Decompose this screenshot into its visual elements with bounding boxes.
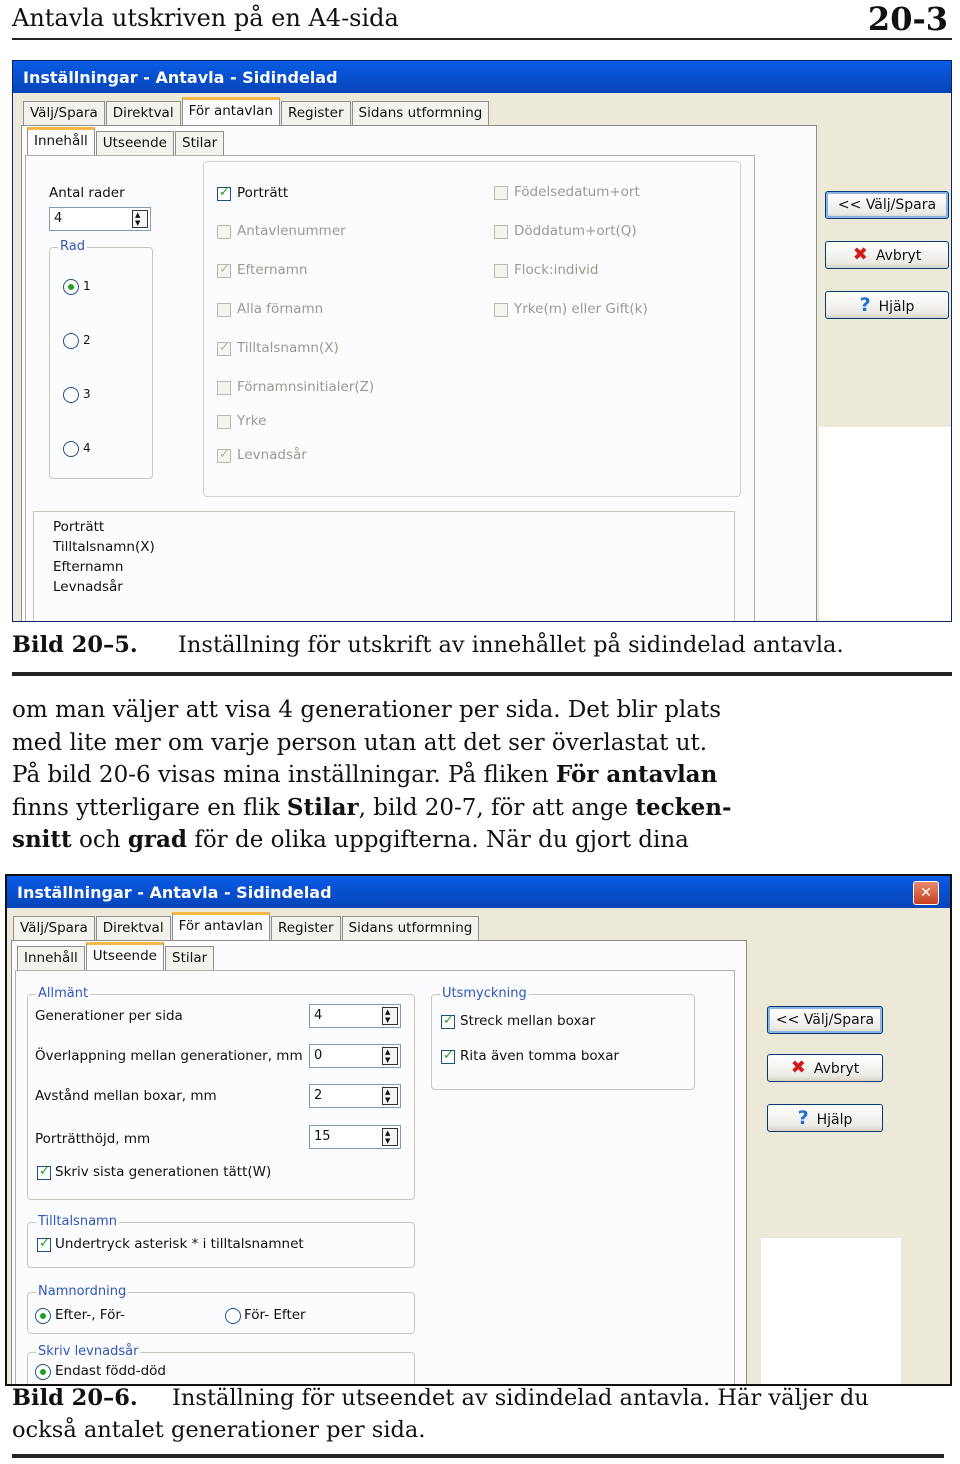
checkbox-alla-fornamn[interactable] xyxy=(217,303,231,317)
dialog-titlebar: Inställningar - Antavla - Sidindelad xyxy=(13,61,951,93)
body-bold-term: snitt xyxy=(12,826,72,853)
avstand-value: 2 xyxy=(314,1088,323,1103)
close-x-icon: ✖ xyxy=(790,1057,806,1078)
allmant-legend: Allmänt xyxy=(38,986,89,1001)
body-bold-term: grad xyxy=(127,826,188,853)
body-paragraph xyxy=(12,694,778,857)
subtab-innehall[interactable]: Innehåll xyxy=(17,946,85,970)
label-efternamn: Efternamn xyxy=(237,262,308,278)
sub-tabs xyxy=(17,946,215,970)
label-skriv-sista: Skriv sista generationen tätt(W) xyxy=(55,1164,272,1180)
tab-for-antavlan[interactable]: För antavlan xyxy=(172,912,270,940)
tab-direktval[interactable]: Direktval xyxy=(106,101,181,125)
caption-rule xyxy=(12,672,952,676)
check-mark-icon: ✓ xyxy=(39,1236,50,1251)
order-item-efternamn[interactable]: Efternamn xyxy=(53,559,124,575)
label-flock-individ: Flock:individ xyxy=(514,262,599,278)
valj-spara-label: << Välj/Spara xyxy=(837,197,937,213)
label-doddatum: Döddatum+ort(Q) xyxy=(514,223,637,239)
tab-direktval[interactable]: Direktval xyxy=(96,916,171,940)
rad-option-3: 3 xyxy=(83,387,91,401)
label-levnadsar: Levnadsår xyxy=(237,447,307,463)
radio-endast-fodd-dod[interactable] xyxy=(35,1364,51,1380)
avbryt-button[interactable] xyxy=(825,241,949,269)
caption-text: Inställning för utskrift av innehållet på sidindelad antavla. xyxy=(178,632,844,658)
utsmyckning-group xyxy=(431,986,695,1090)
label-rita-tomma: Rita även tomma boxar xyxy=(460,1048,620,1064)
body-bold-term: Stilar xyxy=(286,793,359,821)
tab-for-antavlan[interactable]: För antavlan xyxy=(182,97,280,125)
checkbox-tilltalsnamn[interactable] xyxy=(217,342,231,356)
spinner-arrows-icon[interactable]: ▲ ▼ xyxy=(382,1128,398,1146)
utsmyckning-legend: Utsmyckning xyxy=(442,986,527,1001)
subtab-stilar[interactable]: Stilar xyxy=(165,946,214,970)
caption-line-2: också antalet generationer per sida. xyxy=(12,1417,426,1443)
order-list-box xyxy=(33,511,735,622)
avbryt-label: Avbryt xyxy=(875,248,922,264)
bottom-rule xyxy=(12,1454,944,1458)
portratthojd-spinner[interactable] xyxy=(309,1125,401,1149)
running-header-title: Antavla utskriven på en A4-sida xyxy=(12,4,399,32)
rad-legend: Rad xyxy=(60,239,85,254)
rad-option-1: 1 xyxy=(83,279,91,293)
body-line-1: om man väljer att visa 4 generationer per sida. Det blir plats xyxy=(12,697,722,723)
subtab-stilar[interactable]: Stilar xyxy=(175,131,224,155)
body-text-span: På bild 20-6 visas mina inställningar. På fliken xyxy=(12,762,556,788)
checkbox-streck[interactable] xyxy=(441,1015,455,1029)
generationer-value: 4 xyxy=(314,1008,323,1023)
main-tabs xyxy=(23,101,490,125)
label-portratt: Porträtt xyxy=(237,185,289,201)
page-number: 20-3 xyxy=(867,0,948,38)
portratthojd-label: Porträtthöjd, mm xyxy=(35,1131,151,1147)
spinner-arrows-icon[interactable]: ▲ ▼ xyxy=(382,1007,398,1025)
radio-selected-dot xyxy=(68,284,74,290)
dialog-innehall xyxy=(12,60,952,622)
namnordning-legend: Namnordning xyxy=(38,1284,127,1299)
rad-radio-1[interactable] xyxy=(63,279,79,295)
blank-area xyxy=(761,1238,901,1386)
tab-valj-spara[interactable]: Välj/Spara xyxy=(13,916,95,940)
figure-caption-20-5 xyxy=(12,632,844,658)
tab-sidans-utformning[interactable]: Sidans utformning xyxy=(342,916,480,940)
body-text-span: för de olika uppgifterna. När du gjort dina xyxy=(187,827,689,853)
valj-spara-button[interactable] xyxy=(767,1006,883,1034)
label-endast-fodd-dod: Endast född-död xyxy=(55,1363,166,1379)
check-mark-icon: ✓ xyxy=(219,340,230,355)
label-undertryck: Undertryck asterisk * i tilltalsnamnet xyxy=(55,1236,304,1252)
hjalp-label: Hjälp xyxy=(816,1112,853,1128)
checkbox-flock-individ[interactable] xyxy=(494,264,508,278)
label-tilltalsnamn: Tilltalsnamn(X) xyxy=(237,340,339,356)
checkbox-rita-tomma[interactable] xyxy=(441,1050,455,1064)
label-antavlenummer: Antavlenummer xyxy=(237,223,346,239)
check-mark-icon: ✓ xyxy=(443,1048,454,1063)
rad-radio-2[interactable] xyxy=(63,333,79,349)
tab-sidans-utformning[interactable]: Sidans utformning xyxy=(352,101,490,125)
checkbox-efternamn[interactable] xyxy=(217,264,231,278)
body-line-4 xyxy=(12,792,778,825)
order-item-levnadsar[interactable]: Levnadsår xyxy=(53,579,123,595)
portratthojd-value: 15 xyxy=(314,1129,331,1144)
antal-rader-value: 4 xyxy=(54,211,63,226)
antal-rader-label: Antal rader xyxy=(49,185,125,201)
label-streck: Streck mellan boxar xyxy=(460,1013,596,1029)
valj-spara-label: << Välj/Spara xyxy=(775,1012,875,1028)
hjalp-button[interactable] xyxy=(825,291,949,319)
label-yrke: Yrke xyxy=(237,413,267,429)
close-icon: ✕ xyxy=(920,885,932,901)
checkbox-doddatum[interactable] xyxy=(494,225,508,239)
checkbox-antavlenummer[interactable] xyxy=(217,225,231,239)
main-tabs xyxy=(13,916,480,940)
hjalp-label: Hjälp xyxy=(878,299,915,315)
avbryt-button[interactable] xyxy=(767,1054,883,1082)
order-item-tilltalsnamn[interactable]: Tilltalsnamn(X) xyxy=(53,539,155,555)
checkbox-yrke[interactable] xyxy=(217,415,231,429)
label-yrke-gift: Yrke(m) eller Gift(k) xyxy=(514,301,648,317)
checkbox-fornamnsinitialer[interactable] xyxy=(217,381,231,395)
check-mark-icon: ✓ xyxy=(443,1013,454,1028)
hjalp-button[interactable] xyxy=(767,1104,883,1132)
spinner-arrows-icon[interactable]: ▲ ▼ xyxy=(382,1087,398,1105)
help-question-icon: ? xyxy=(797,1107,809,1129)
page-header xyxy=(12,0,952,40)
subtab-utseende[interactable]: Utseende xyxy=(86,942,164,970)
generationer-spinner[interactable] xyxy=(309,1004,401,1028)
valj-spara-button[interactable] xyxy=(825,191,949,219)
spinner-arrows-icon[interactable]: ▲ ▼ xyxy=(382,1047,398,1065)
sub-tabs xyxy=(27,131,225,155)
checkbox-skriv-sista[interactable] xyxy=(37,1166,51,1180)
figure-caption-20-6 xyxy=(12,1382,952,1446)
tilltalsnamn-legend: Tilltalsnamn xyxy=(38,1214,117,1229)
body-bold-term: tecken- xyxy=(635,793,732,821)
subtab-utseende[interactable]: Utseende xyxy=(96,131,174,155)
avstand-spinner[interactable] xyxy=(309,1084,401,1108)
label-fornamnsinitialer: Förnamnsinitialer(Z) xyxy=(237,379,375,395)
overlappning-value: 0 xyxy=(314,1048,323,1063)
radio-for-efter[interactable] xyxy=(225,1308,241,1324)
tab-register[interactable]: Register xyxy=(281,101,351,125)
skriv-levnadsar-legend: Skriv levnadsår xyxy=(38,1344,139,1359)
rad-option-4: 4 xyxy=(83,441,91,455)
antal-rader-spinner[interactable] xyxy=(49,207,151,231)
avstand-label: Avstånd mellan boxar, mm xyxy=(35,1088,217,1104)
blank-area xyxy=(819,427,952,622)
label-alla-fornamn: Alla förnamn xyxy=(237,301,324,317)
checkbox-yrke-gift[interactable] xyxy=(494,303,508,317)
body-text-span: och xyxy=(71,827,128,853)
body-bold-term: För antavlan xyxy=(555,761,718,788)
checkbox-fodelsedatum[interactable] xyxy=(494,186,508,200)
check-mark-icon: ✓ xyxy=(219,185,230,200)
close-x-icon: ✖ xyxy=(852,244,868,265)
caption-line-1 xyxy=(12,1382,952,1414)
body-text-span: , bild 20-7, för att ange xyxy=(358,794,636,821)
check-mark-icon: ✓ xyxy=(39,1164,50,1179)
body-line-2: med lite mer om varje person utan att det ser överlastat ut. xyxy=(12,729,708,756)
dialog-titlebar: Inställningar - Antavla - Sidindelad xyxy=(7,876,950,908)
caption-label: Bild 20–5. xyxy=(12,632,138,658)
label-efter-for: Efter-, För- xyxy=(55,1307,125,1323)
checkbox-portratt[interactable] xyxy=(217,187,231,201)
checkbox-undertryck[interactable] xyxy=(37,1238,51,1252)
body-line-3 xyxy=(12,759,778,792)
label-fodelsedatum: Födelsedatum+ort xyxy=(514,184,640,200)
caption-text: Inställning för utseendet av sidindelad antavla. Här väljer du xyxy=(172,1385,869,1411)
check-mark-icon: ✓ xyxy=(219,447,230,462)
help-question-icon: ? xyxy=(859,294,871,316)
generationer-label: Generationer per sida xyxy=(35,1008,183,1024)
checkbox-levnadsar[interactable] xyxy=(217,449,231,463)
tab-valj-spara[interactable]: Välj/Spara xyxy=(23,101,105,125)
rad-option-2: 2 xyxy=(83,333,91,347)
tab-register[interactable]: Register xyxy=(271,916,341,940)
rad-radio-4[interactable] xyxy=(63,441,79,457)
check-mark-icon: ✓ xyxy=(219,262,230,277)
order-item-portratt[interactable]: Porträtt xyxy=(53,519,105,535)
caption-label: Bild 20–6. xyxy=(12,1385,138,1411)
overlappning-label: Överlappning mellan generationer, mm xyxy=(35,1048,303,1064)
dialog-utseende xyxy=(5,874,952,1386)
label-for-efter: För- Efter xyxy=(244,1307,306,1323)
rad-radio-3[interactable] xyxy=(63,387,79,403)
radio-selected-dot xyxy=(40,1313,46,1319)
radio-efter-for[interactable] xyxy=(35,1308,51,1324)
overlappning-spinner[interactable] xyxy=(309,1044,401,1068)
avbryt-label: Avbryt xyxy=(813,1061,860,1077)
subtab-innehall[interactable]: Innehåll xyxy=(27,127,95,155)
radio-selected-dot xyxy=(40,1369,46,1375)
close-button[interactable] xyxy=(913,881,939,905)
spinner-arrows-icon[interactable]: ▲ ▼ xyxy=(132,210,148,228)
body-line-5 xyxy=(12,824,778,857)
body-text-span: finns ytterligare en flik xyxy=(12,794,287,821)
